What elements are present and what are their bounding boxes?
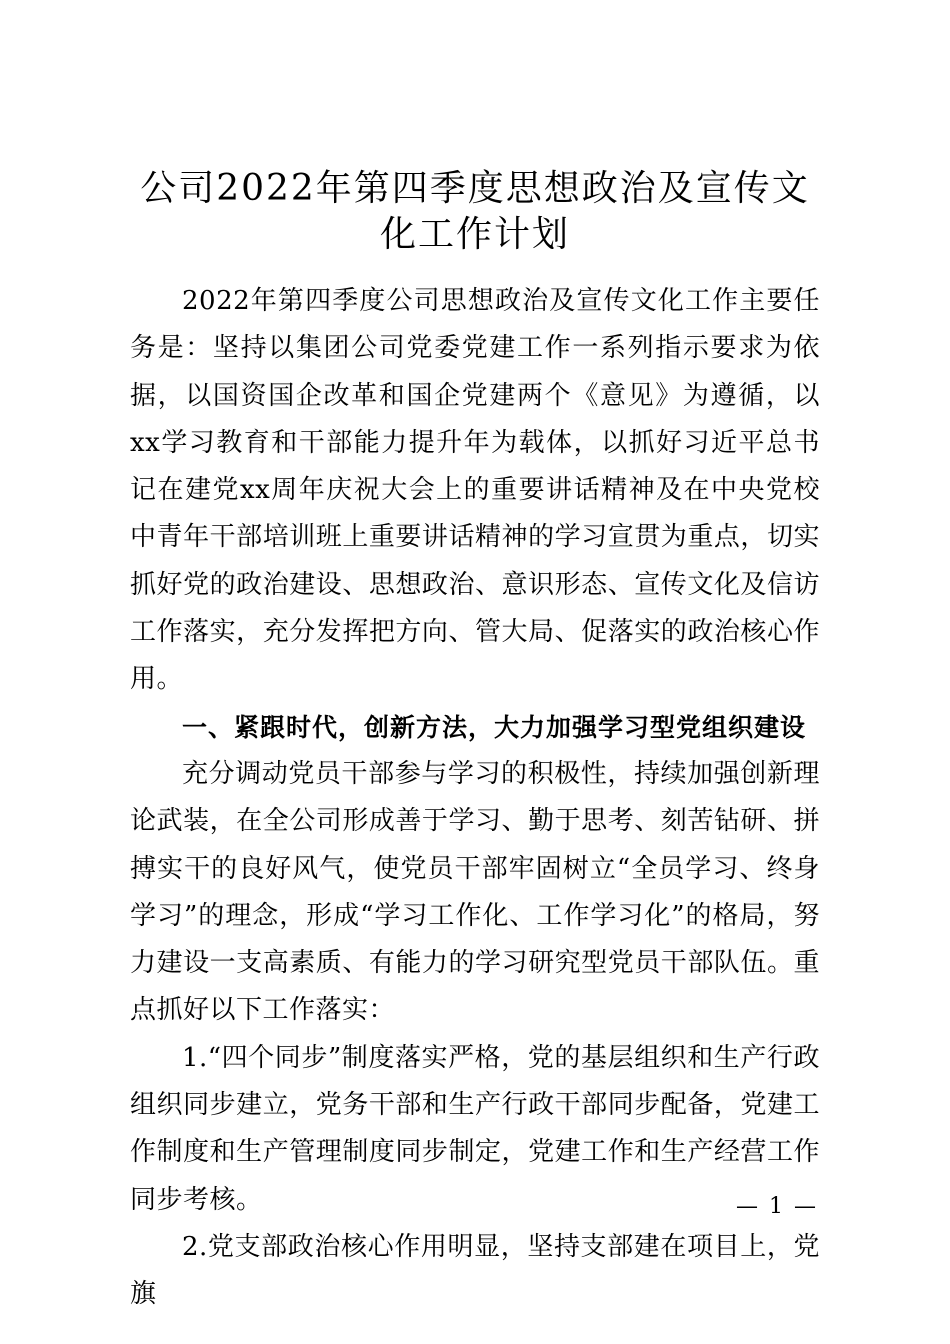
document-body <box>130 278 820 1319</box>
item-1-paragraph: 1.“四个同步”制度落实严格，党的基层组织和生产行政组织同步建立，党务干部和生产行政干部同步配备，党建工作制度和生产管理制度同步制定，党建工作和生产经营工作同步考核。 <box>130 1042 820 1215</box>
page-number: — 1 — <box>736 1194 818 1219</box>
item-2-paragraph: 2.党支部政治核心作用明显，坚持支部建在项目上，党旗 <box>130 1231 820 1310</box>
document-title: 公司2022年第四季度思想政治及宣传文化工作计划 <box>140 168 810 255</box>
section-1-paragraph: 充分调动党员干部参与学习的积极性，持续加强创新理论武装，在全公司形成善于学习、勤于思考、刻苦钻研、拼搏实干的良好风气，使党员干部牢固树立“全员学习、终身学习”的理念，形成“学习工作化、工作学习化”的格局，努力建设一支高素质、有能力的学习研究型党员干部队伍。重点抓好以下工作落实： <box>130 758 820 1026</box>
intro-paragraph: 2022年第四季度公司思想政治及宣传文化工作主要任务是：坚持以集团公司党委党建工作一系列指示要求为依据，以国资国企改革和国企党建两个《意见》为遵循，以xx学习教育和干部能力提升年为载体，以抓好习近平总书记在建党xx周年庆祝大会上的重要讲话精神及在中央党校中青年干部培训班上重要讲话精神的学习宣贯为重点，切实抓好党的政治建设、思想政治、意识形态、宣传文化及信访工作落实，充分发挥把方向、管大局、促落实的政治核心作用。 <box>130 286 820 695</box>
section-heading-1: 一、紧跟时代，创新方法，大力加强学习型党组织建设 <box>182 712 807 742</box>
